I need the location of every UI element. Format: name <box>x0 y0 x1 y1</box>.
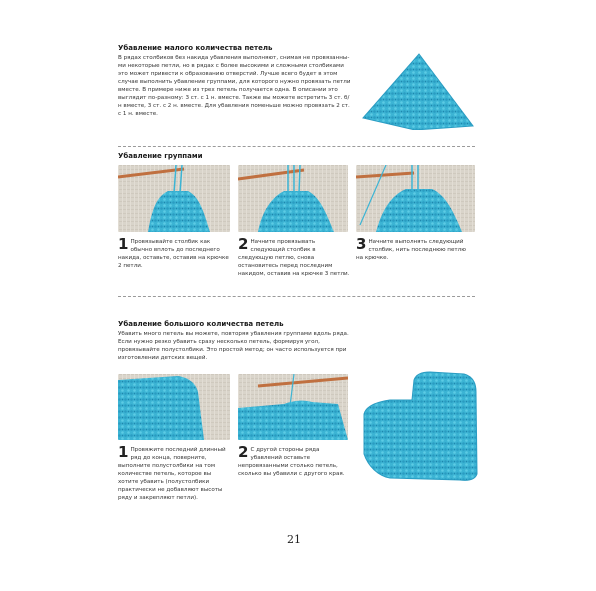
divider <box>118 296 475 297</box>
step1-photo <box>118 165 230 232</box>
step1-number: 1 <box>118 235 129 253</box>
step3-number: 3 <box>356 235 367 253</box>
page-number: 21 <box>287 533 301 546</box>
step1-large-photo <box>118 374 230 440</box>
step3-caption <box>356 235 474 262</box>
step2-number: 2 <box>238 235 249 253</box>
section2-heading: Убавление группами <box>118 152 203 160</box>
divider <box>118 146 475 147</box>
step2-photo <box>238 165 348 232</box>
triangle-swatch-photo <box>355 50 480 130</box>
step1-large-number: 1 <box>118 443 129 461</box>
step1-text: Провязывайте столбик как обычно вплоть до последнего накида, оставьте, оставив на крючке 2 петли. <box>118 239 229 269</box>
step2-large-caption <box>238 443 350 478</box>
step2-text: Начните провязывать следующий столбик в следующую петлю, снова остановитесь перед последним накидом, оставив на крючке 3 петли. <box>238 239 350 277</box>
step1-caption <box>118 235 230 270</box>
section3-body: Убавить много петель вы можете, повторяя убавления группами вдоль ряда. Если нужно резко убавить сразу несколько петель, формируя угол, провязывайте полустолбики. Это простой метод; он часто используется при изготовлении детских вещей. <box>118 331 349 361</box>
t-shaped-swatch-photo <box>360 370 480 482</box>
step3-photo <box>356 165 475 232</box>
section3-heading: Убавление большого количества петель <box>118 320 284 328</box>
section1-heading: Убавление малого количества петель <box>118 44 273 52</box>
step2-large-text: С другой стороны ряда убавлений оставьте непровязанными столько петель, сколько вы убавили с другого края. <box>238 447 345 477</box>
step1-large-text: Провяжите последний длинный ряд до конца, поверните, выполните полустолбики на том количестве петель, которое вы хотите убавить (полустолбики практически не добавляют высоты ряду и закрепляют петли). <box>118 447 226 501</box>
step2-caption <box>238 235 350 278</box>
step1-large-caption <box>118 443 230 502</box>
step2-large-number: 2 <box>238 443 249 461</box>
step2-large-photo <box>238 374 348 440</box>
section1-body: В рядах столбиков без накида убавления выполняют, снимая не провязанны-ми некоторые петли, но в рядах с более высокими и сложными столбиками это может привести к образованию отверстий. Лучше всего будет в этом случае выполнить убавление группами, для которого нужно провязать петли вместе. В примере ниже из трех петель получается одна. В описании это выглядит по-разному: 3 ст. с 1 н. вместе. Также вы можете встретить 3 ст. б/н вместе, 3 ст. с 2 н. вместе. Для убавления поменьше можно провязать 2 ст. с 1 н. вместе. <box>118 55 351 117</box>
step3-text: Начните выполнять следующий столбик, нить последнюю петлю на крючке. <box>356 239 466 261</box>
